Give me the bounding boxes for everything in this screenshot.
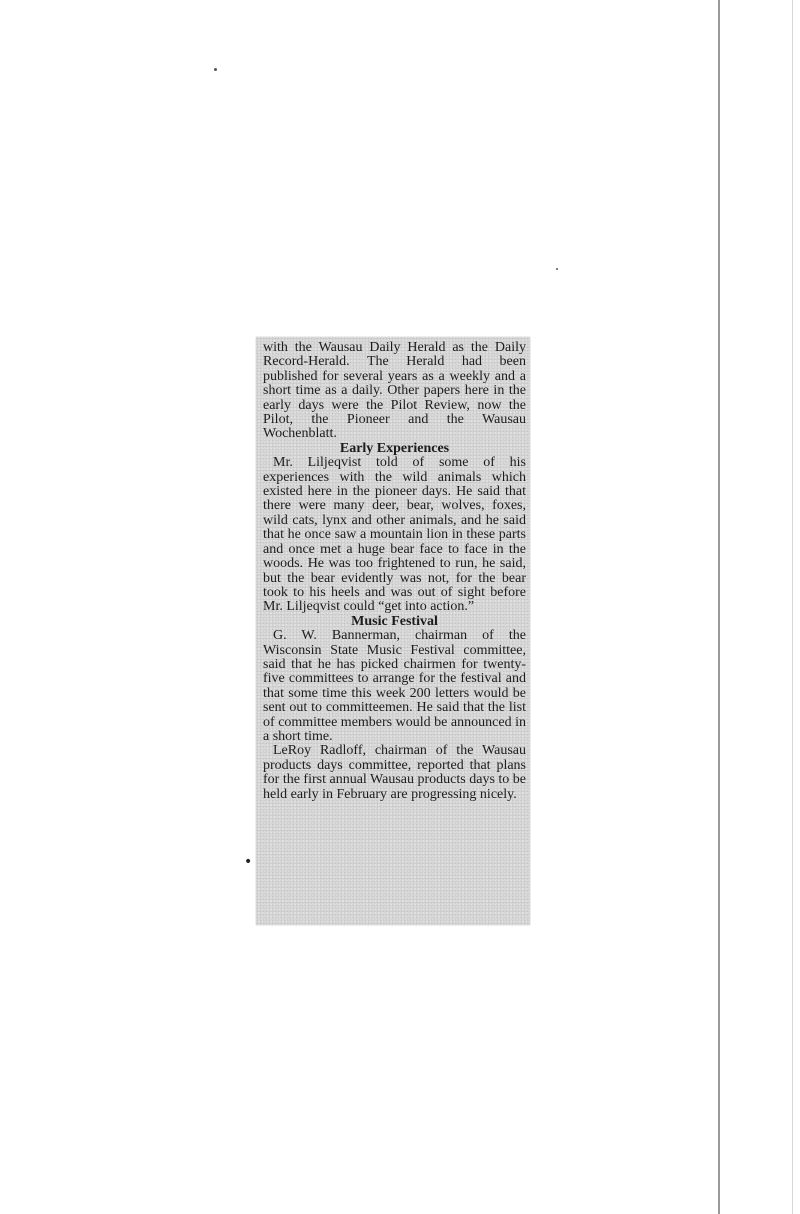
article-paragraph: LeRoy Radloff, chairman of the Wausau products days committee, reported that plans for the first annual Wausau products days to be held early in February are progressing nicely. [263,743,526,802]
article-paragraph: G. W. Bannerman, chairman of the Wisconsin State Music Festival committee, said that he has picked chairmen for twenty-five committees to arrange for the festival and that some time this week 200 letters would be sent out to committeemen. He said that the list of committee members would be announced in a short time. [263,628,526,744]
article-paragraph: with the Wausau Daily Herald as the Daily Record-Herald. The Herald had been published for several years as a weekly and a short time as a daily. Other papers here in the early days were the Pilot Review, now the Pilot, the Pioneer and the Wausau Wochenblatt. [263,340,526,442]
article-paragraph: Mr. Liljeqvist told of some of his experiences with the wild animals which existed here in the pioneer days. He said that there were many deer, bear, wolves, foxes, wild cats, lynx and other animals, and he said that he once saw a mountain lion in these parts and once met a huge bear face to face in the woods. He was too frightened to run, he said, but the bear evidently was not, for the bear took to his heels and was out of sight before Mr. Liljeqvist could “get into action.” [263,455,526,615]
section-heading: Music Festival [351,613,438,629]
margin-dot: • [244,854,253,870]
page-edge-line-outer [792,0,793,1214]
dust-speck [556,268,558,270]
newspaper-clipping [256,337,530,925]
dust-speck [214,68,217,71]
section-heading: Early Experiences [339,440,450,456]
page-edge-line [718,0,720,1214]
